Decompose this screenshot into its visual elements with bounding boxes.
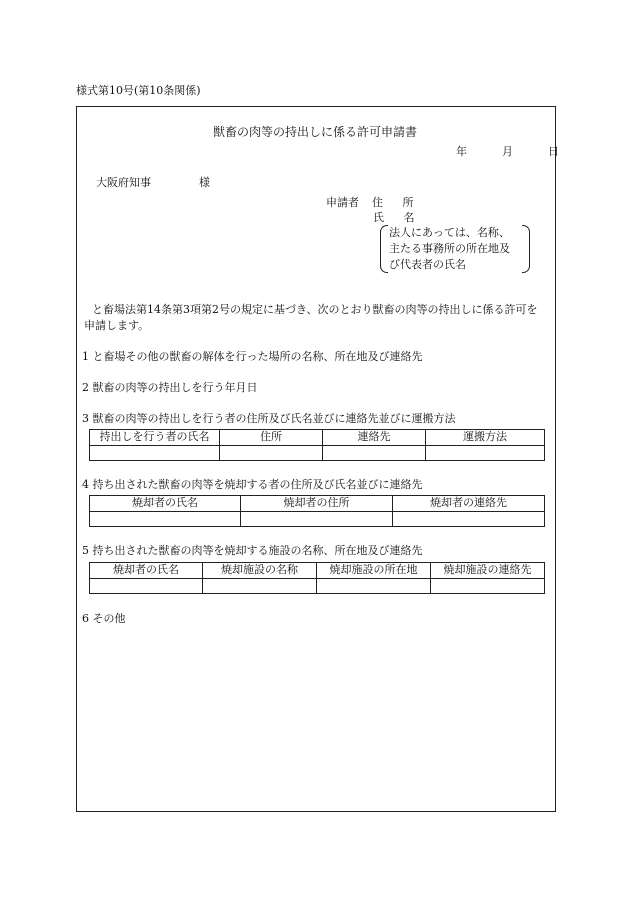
table-header-cell: 焼却者の氏名 [90,563,203,579]
table-header-row [90,563,545,579]
table-header-cell: 焼却施設の名称 [203,563,317,579]
item-3-heading: 3 獣畜の肉等の持出しを行う者の住所及び氏名並びに連絡先並びに運搬方法 [82,412,456,425]
applicant-address-row [326,196,414,211]
table-header-cell: 焼却者の住所 [241,496,393,512]
date-year-label: 年 [456,145,467,158]
table-cell[interactable] [317,578,431,593]
incinerator-person-table [89,495,545,527]
applicant-name-row [373,211,415,226]
item-4-heading: 4 持ち出された獣畜の肉等を焼却する者の住所及び氏名並びに連絡先 [82,478,423,491]
date-line [456,145,559,160]
table-header-cell: 焼却者の連絡先 [393,496,545,512]
table-cell[interactable] [90,578,203,593]
document-title: 獣畜の肉等の持出しに係る許可申請書 [212,125,417,139]
table-cell[interactable] [426,445,545,460]
item-6-heading: 6 その他 [82,612,126,625]
table-header-cell: 運搬方法 [426,430,545,446]
item-2-heading: 2 獣畜の肉等の持出しを行う年月日 [82,381,258,394]
note-line-1: 法人にあっては、名称、 [389,226,510,239]
table-header-cell: 焼却者の氏名 [90,496,241,512]
table-row [90,445,545,460]
addressee-honorific: 様 [199,176,210,189]
table-row [90,511,545,526]
table-cell[interactable] [203,578,317,593]
table-cell[interactable] [90,445,220,460]
addressee [96,176,210,191]
intro-paragraph: と畜場法第14条第3項第2号の規定に基づき、次のとおり獣畜の肉等の持出しに係る許可を申請します。 [84,303,538,332]
table-header-row [90,430,545,446]
table-header-cell: 焼却施設の所在地 [317,563,431,579]
table-cell[interactable] [323,445,426,460]
table-header-cell: 連絡先 [323,430,426,446]
applicant-label: 申請者 [326,196,359,209]
date-month-label: 月 [502,145,513,158]
item-1-heading: 1 と畜場その他の獣畜の解体を行った場所の名称、所在地及び連絡先 [82,350,423,363]
applicant-name-label: 氏 名 [373,211,415,224]
table-header-row [90,496,545,512]
table-cell[interactable] [90,511,241,526]
addressee-name: 大阪府知事 [96,176,151,189]
corporation-note-bracket [380,225,530,273]
date-day-label: 日 [548,145,559,158]
incinerator-facility-table [89,562,545,594]
applicant-address-label: 住 所 [372,196,414,209]
table-header-cell: 持出しを行う者の氏名 [90,430,220,446]
right-bracket [522,225,530,273]
transport-table [89,429,545,461]
form-number-label: 様式第10号(第10条関係) [76,84,201,97]
table-cell[interactable] [431,578,545,593]
table-header-cell: 焼却施設の連絡先 [431,563,545,579]
corporation-note [389,225,510,273]
table-cell[interactable] [220,445,323,460]
table-cell[interactable] [241,511,393,526]
table-header-cell: 住所 [220,430,323,446]
left-bracket [380,225,388,273]
item-5-heading: 5 持ち出された獣畜の肉等を焼却する施設の名称、所在地及び連絡先 [82,544,423,557]
table-row [90,578,545,593]
note-line-3: び代表者の氏名 [389,258,466,271]
note-line-2: 主たる事務所の所在地及 [389,242,510,255]
table-cell[interactable] [393,511,545,526]
